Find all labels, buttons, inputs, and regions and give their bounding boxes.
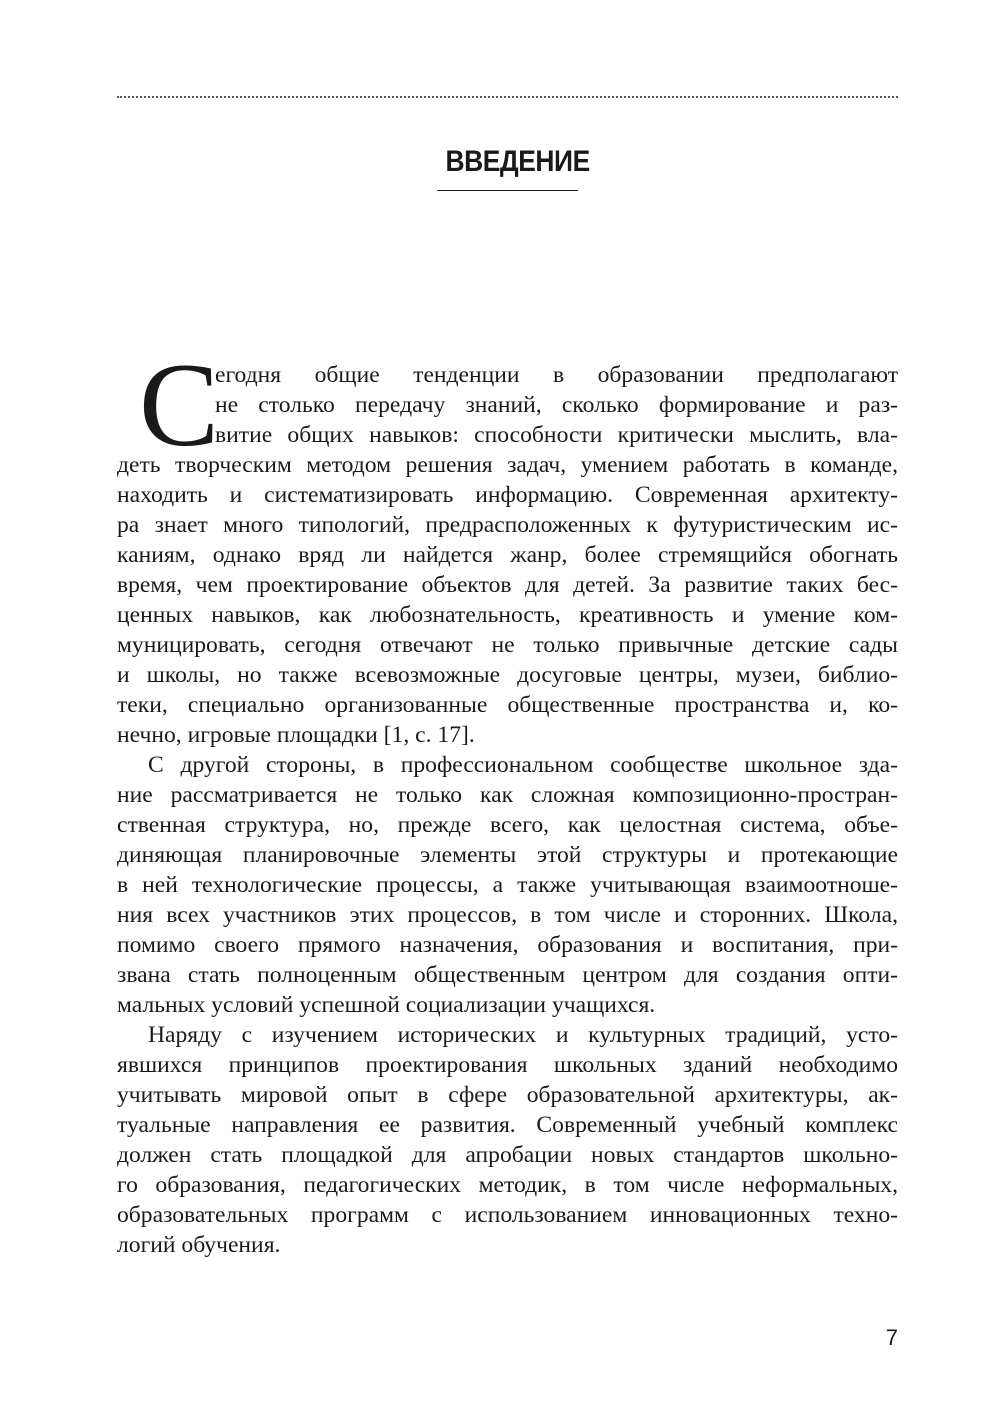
paragraph-line: образовательных программ с использованием инновационных техно- <box>117 1202 898 1228</box>
paragraph-line: нечно, игровые площадки [1, с. 17]. <box>117 722 475 748</box>
paragraph-line: мальных условий успешной социализации учащихся. <box>117 992 656 1018</box>
paragraph-line: и школы, но также всевозможные досуговые центры, музеи, библио- <box>117 662 898 688</box>
paragraph-line: витие общих навыков: способности критически мыслить, вла- <box>215 422 898 448</box>
paragraph-line: туальные направления ее развития. Современный учебный комплекс <box>117 1112 898 1138</box>
paragraph-line: ственная структура, но, прежде всего, как целостная система, объе- <box>117 812 898 838</box>
paragraph-line: помимо своего прямого назначения, образования и воспитания, при- <box>117 932 898 958</box>
paragraph-line: Наряду с изучением исторических и культурных традиций, усто- <box>148 1022 898 1048</box>
drop-cap: С <box>139 338 220 471</box>
paragraph-line: звана стать полноценным общественным центром для создания опти- <box>117 962 898 988</box>
paragraph-line: должен стать площадкой для апробации новых стандартов школьно- <box>117 1142 898 1168</box>
paragraph-line: находить и систематизировать информацию. Современная архитекту- <box>117 482 898 508</box>
paragraph-line: ценных навыков, как любознательность, креативность и умение ком- <box>117 602 898 628</box>
paragraph-line: каниям, однако вряд ли найдется жанр, более стремящийся обогнать <box>117 542 898 568</box>
paragraph-line: го образования, педагогических методик, в том числе неформальных, <box>117 1172 898 1198</box>
paragraph-line: не столько передачу знаний, сколько формирование и раз- <box>215 392 898 418</box>
paragraph-1 <box>117 338 898 750</box>
paragraph-line: диняющая планировочные элементы этой структуры и протекающие <box>117 842 898 868</box>
paragraph-line: С другой стороны, в профессиональном сообществе школьное зда- <box>148 752 898 778</box>
chapter-heading: ВВЕДЕНИЕ <box>445 145 590 178</box>
paragraph-line: учитывать мировой опыт в сфере образовательной архитектуры, ак- <box>117 1082 898 1108</box>
header-dotted-rule <box>117 96 898 98</box>
paragraph-line: в ней технологические процессы, а также учитывающая взаимоотноше- <box>117 872 898 898</box>
page-number: 7 <box>885 1325 898 1350</box>
paragraph-line: ние рассматривается не только как сложная композиционно-простран- <box>117 782 898 808</box>
paragraph-line: явшихся принципов проектирования школьных зданий необходимо <box>117 1052 898 1078</box>
paragraph-line: деть творческим методом решения задач, умением работать в команде, <box>117 452 898 478</box>
paragraph-line: ния всех участников этих процессов, в том числе и сторонних. Школа, <box>117 902 898 928</box>
paragraph-line: егодня общие тенденции в образовании предполагают <box>215 362 898 388</box>
body-text <box>117 338 898 1260</box>
paragraph-2 <box>117 750 898 1020</box>
paragraph-line: теки, специально организованные общественные пространства и, ко- <box>117 692 898 718</box>
paragraph-3 <box>117 1020 898 1260</box>
paragraph-line: время, чем проектирование объектов для детей. За развитие таких бес- <box>117 572 898 598</box>
heading-underline <box>437 190 578 191</box>
paragraph-line: муницировать, сегодня отвечают не только привычные детские сады <box>117 632 898 658</box>
paragraph-line: логий обучения. <box>117 1232 281 1258</box>
paragraph-line: ра знает много типологий, предрасположенных к футуристическим ис- <box>117 512 898 538</box>
